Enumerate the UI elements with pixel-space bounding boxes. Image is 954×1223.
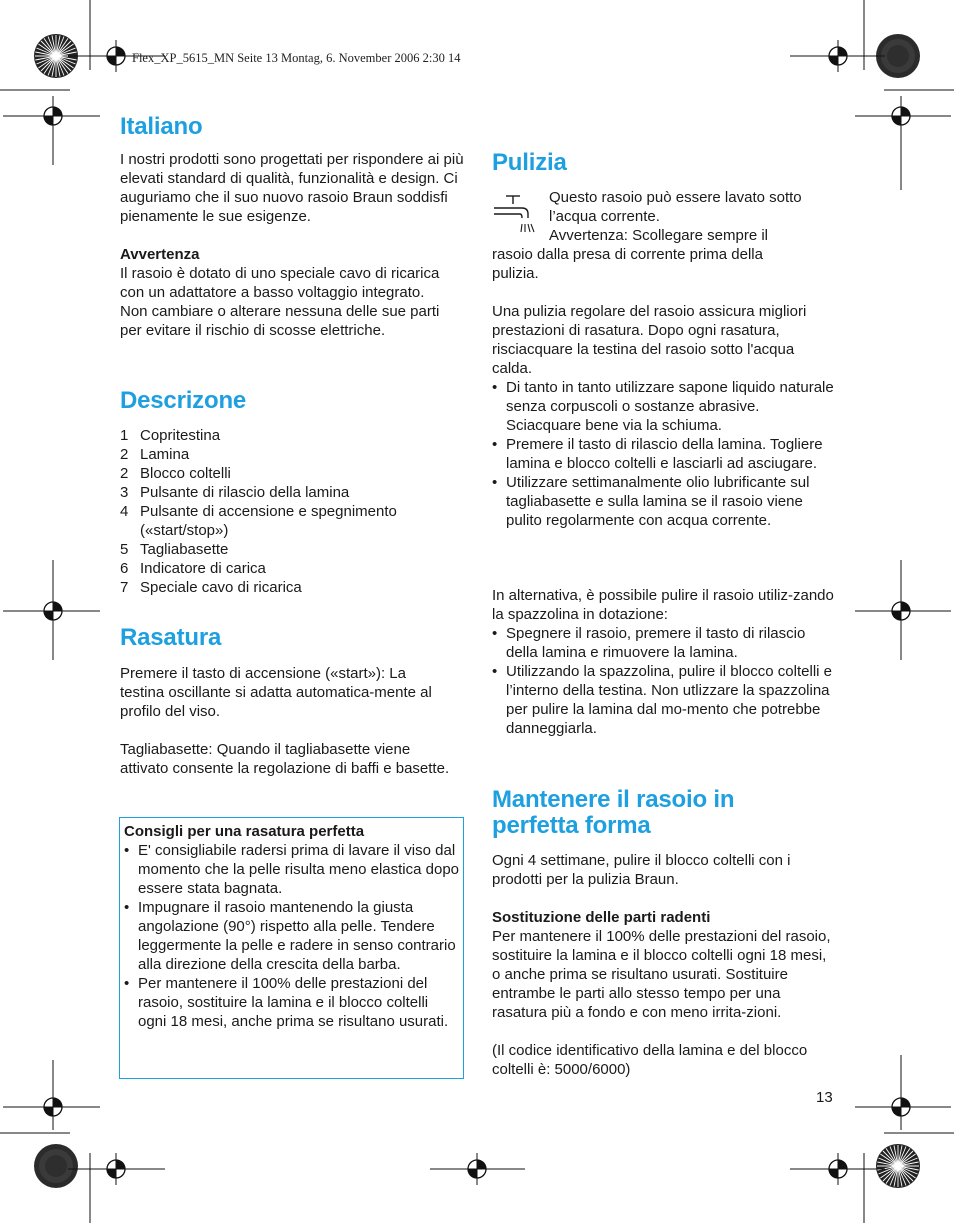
mantenere-paragraph: Ogni 4 settimane, pulire il blocco coltelli con i prodotti per la pulizia Braun. [492, 852, 791, 888]
pulizia-list [492, 378, 834, 530]
pulizia-warning: Avvertenza: Scollegare sempre il rasoio dalla presa di corrente prima della pulizia. [492, 227, 768, 282]
list-item: 2 Blocco coltelli [120, 465, 231, 482]
list-item: • E' consigliabile radersi prima di lavare il viso dal momento che la pelle risulta meno elastica dopo essere stata bagnata. [124, 841, 460, 898]
list-item: • Di tanto in tanto utilizzare sapone liquido naturale senza corpuscoli o sostanze abrasive. Sciacquare bene via la schiuma. [492, 378, 834, 435]
title-mantenere: Mantenere il rasoio in perfetta forma [492, 786, 735, 839]
list-item: 5 Tagliabasette [120, 541, 229, 558]
title-descrizone: Descrizone [120, 387, 247, 414]
title-rasatura: Rasatura [120, 624, 222, 651]
title-italiano: Italiano [120, 113, 203, 140]
list-item: 4 Pulsante di accensione e spegnimento («start/stop») [120, 503, 397, 539]
pulizia-paragraph: Una pulizia regolare del rasoio assicura migliori prestazioni di rasatura. Dopo ogni rasatura, risciacquare la testina del rasoio sotto l'acqua calda. [492, 303, 807, 377]
water-icon-text: Questo rasoio può essere lavato sotto l’acqua corrente. [549, 189, 802, 225]
alternativa-paragraph: In alternativa, è possibile pulire il rasoio utiliz-zando la spazzolina in dotazione: [492, 587, 834, 623]
tips-heading: Consigli per una rasatura perfetta [124, 823, 365, 840]
avvertenza-text: Il rasoio è dotato di uno speciale cavo di ricarica con un adattatore a basso voltaggio integrato. Non cambiare o alterare nessuna delle sue parti per evitare il rischio di scosse elettriche. [120, 265, 440, 339]
intro-paragraph: I nostri prodotti sono progettati per rispondere ai più elevati standard di qualità, funzionalità e design. Ci auguriamo che il suo nuovo rasoio Braun soddisfi pienamente le sue esigenze. [120, 151, 464, 225]
page-number: 13 [816, 1089, 833, 1106]
list-item: 6 Indicatore di carica [120, 560, 266, 577]
list-item: • Utilizzando la spazzolina, pulire il blocco coltelli e l’interno della testina. Non utlizzare la spazzolina per pulire la lamina dal mo-mento che potrebbe danneggiarla. [492, 662, 834, 738]
list-item: 7 Speciale cavo di ricarica [120, 579, 302, 596]
list-item: 3 Pulsante di rilascio della lamina [120, 484, 350, 501]
list-item: 1 Copritestina [120, 427, 221, 444]
list-item: • Utilizzare settimanalmente olio lubrificante sul tagliabasette e sulla lamina se il rasoio viene pulito regolarmente con acqua corrente. [492, 473, 834, 530]
list-item: • Per mantenere il 100% delle prestazioni del rasoio, sostituire la lamina e il blocco coltelli ogni 18 mesi, anche prima se risultano usurati. [124, 974, 460, 1031]
parts-list [120, 426, 450, 597]
avvertenza-heading: Avvertenza [120, 246, 200, 263]
title-pulizia: Pulizia [492, 149, 567, 176]
list-item: 2 Lamina [120, 446, 190, 463]
list-item: • Spegnere il rasoio, premere il tasto di rilascio della lamina e rimuovere la lamina. [492, 624, 834, 662]
brush-list [492, 624, 834, 738]
blade-code-text: (Il codice identificativo della lamina e del blocco coltelli è: 5000/6000) [492, 1042, 808, 1078]
tips-list [124, 841, 460, 1031]
list-item: • Impugnare il rasoio mantenendo la giusta angolazione (90°) rispetto alla pelle. Tendere leggermente la pelle e radere in senso contrario alla direzione della crescita della barba. [124, 898, 460, 974]
rasatura-paragraph-2: Tagliabasette: Quando il tagliabasette viene attivato consente la regolazione di baffi e basette. [120, 741, 450, 777]
sostituzione-heading: Sostituzione delle parti radenti [492, 909, 711, 926]
print-slug: Flex_XP_5615_MN Seite 13 Montag, 6. November 2006 2:30 14 [132, 51, 461, 65]
rasatura-paragraph-1: Premere il tasto di accensione («start»): La testina oscillante si adatta automatica-mente al profilo del viso. [120, 665, 432, 720]
list-item: • Premere il tasto di rilascio della lamina. Togliere lamina e blocco coltelli e lasciarli ad asciugare. [492, 435, 834, 473]
sostituzione-text: Per mantenere il 100% delle prestazioni del rasoio, sostituire la lamina e il blocco coltelli ogni 18 mesi, o anche prima se risultano usurati. Sostituire entrambe le parti allo stesso tempo per una rasatura più a fondo e con meno irrita-zioni. [492, 928, 831, 1021]
